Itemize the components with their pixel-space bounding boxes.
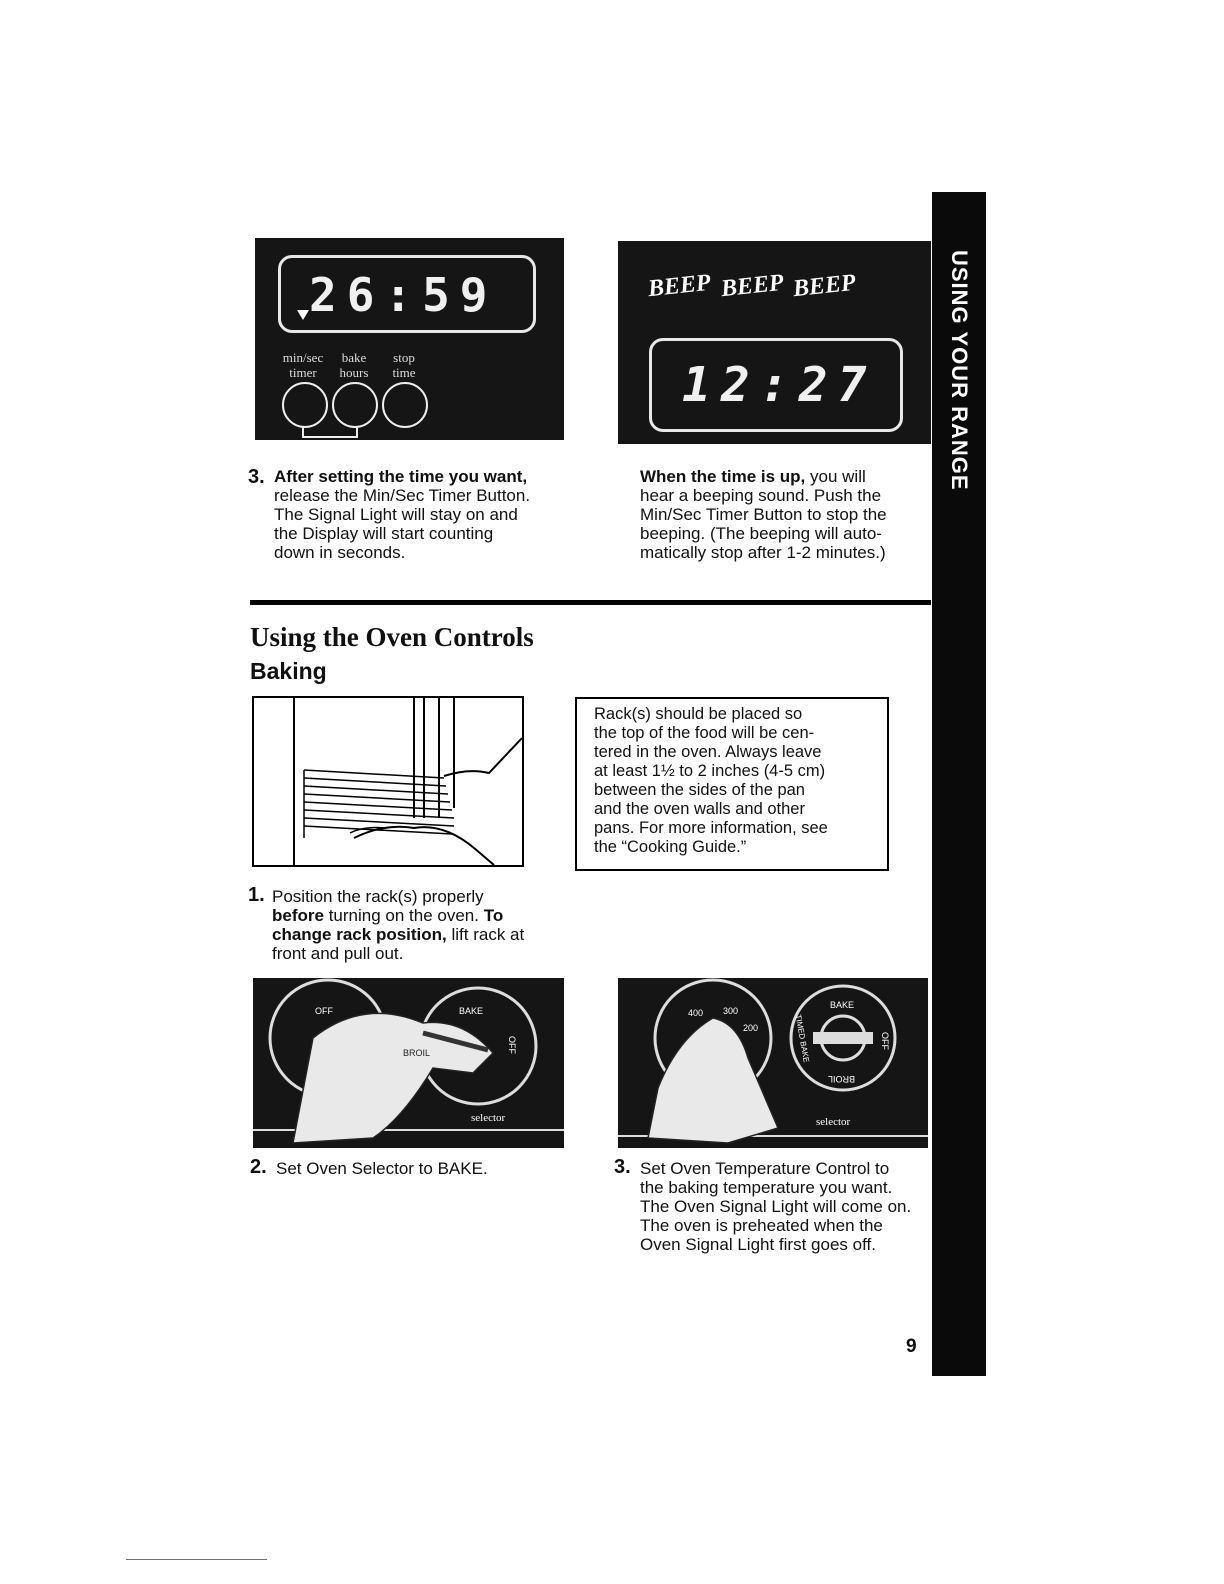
step-3-temp-number: 3.	[614, 1156, 631, 1178]
dial-label-bake: BAKE	[459, 1006, 484, 1016]
rack-note-box	[575, 697, 889, 871]
bake-hours-label: bake hours	[339, 350, 369, 380]
stop-time-label: stop time	[392, 350, 416, 380]
beep-panel-image	[618, 241, 931, 444]
side-tab	[932, 192, 986, 1376]
step-3-timer-text: After setting the time you want, release the Min/Sec Timer Button. The Signal Light will stay on and the Display will start counting down in seconds.	[274, 467, 531, 562]
rack-illustration	[252, 696, 524, 867]
timer-display-digits: 26:59	[309, 268, 498, 322]
section-subtitle: Baking	[250, 658, 327, 684]
page-number: 9	[906, 1336, 917, 1357]
dial-label-off: OFF	[315, 1006, 333, 1016]
dial-label-broil: BROIL	[403, 1048, 431, 1058]
beep-word: BEEP	[792, 269, 858, 303]
selector-caption: selector	[471, 1112, 506, 1124]
section-divider	[250, 600, 931, 605]
dial-label-200: 200	[743, 1023, 759, 1033]
dial-label-off-right: OFF	[880, 1032, 890, 1050]
step-1-number: 1.	[248, 884, 265, 906]
dial-label-400: 400	[688, 1008, 704, 1018]
bake-hours-button[interactable]	[332, 382, 378, 428]
min-sec-button[interactable]	[282, 382, 328, 428]
step-3-number: 3.	[248, 466, 265, 488]
timer-display	[278, 255, 536, 333]
footer-line	[126, 1559, 267, 1560]
rack-drawing	[254, 698, 522, 865]
side-tab-label: USING YOUR RANGE	[947, 249, 972, 491]
dial-label-broil-right: BROIL	[828, 1074, 856, 1084]
beep-word: BEEP	[646, 269, 712, 303]
oven-temperature-drawing	[618, 978, 928, 1148]
stop-time-button[interactable]	[382, 382, 428, 428]
dial-label-timed-bake: TIMED BAKE	[793, 1013, 811, 1064]
dial-label-bake-right: BAKE	[830, 1000, 855, 1010]
step-1-text: Position the rack(s) properly before turning on the oven. To change rack position, lift rack at front and pull out.	[272, 887, 525, 963]
min-sec-label: min/sec timer	[282, 350, 324, 380]
step-2-text: Set Oven Selector to BAKE.	[276, 1159, 488, 1178]
time-up-text: When the time is up, you will hear a beeping sound. Push the Min/Sec Timer Button to stop the beeping. (The beeping will auto- matically stop after 1-2 minutes.)	[640, 467, 887, 562]
clock-display	[649, 338, 903, 432]
oven-selector-photo	[253, 978, 564, 1148]
timer-panel-image	[255, 238, 564, 440]
oven-selector-drawing	[253, 978, 564, 1148]
step-3-temp-text: Set Oven Temperature Control to the baking temperature you want. The Oven Signal Light will come on. The oven is preheated when the Oven Signal Light first goes off.	[640, 1159, 912, 1254]
selector-caption-right: selector	[816, 1116, 851, 1128]
step-2-number: 2.	[250, 1156, 267, 1178]
oven-temperature-photo	[618, 978, 928, 1148]
dial-label-off-2: OFF	[507, 1036, 517, 1054]
beep-words	[646, 269, 858, 303]
section-title: Using the Oven Controls	[250, 622, 534, 652]
beep-word: BEEP	[719, 269, 785, 303]
dial-label-300: 300	[723, 1006, 739, 1016]
rack-note-text: Rack(s) should be placed so the top of the food will be cen- tered in the oven. Always leave at least 1½ to 2 inches (4-5 cm) between the sides of the pan and the oven walls and other pans. For more information, see the “Cooking Guide.”	[594, 705, 828, 856]
signal-light-arrow-icon	[297, 310, 309, 320]
button-link-bracket	[302, 426, 358, 438]
clock-display-digits: 12:27	[682, 357, 877, 413]
